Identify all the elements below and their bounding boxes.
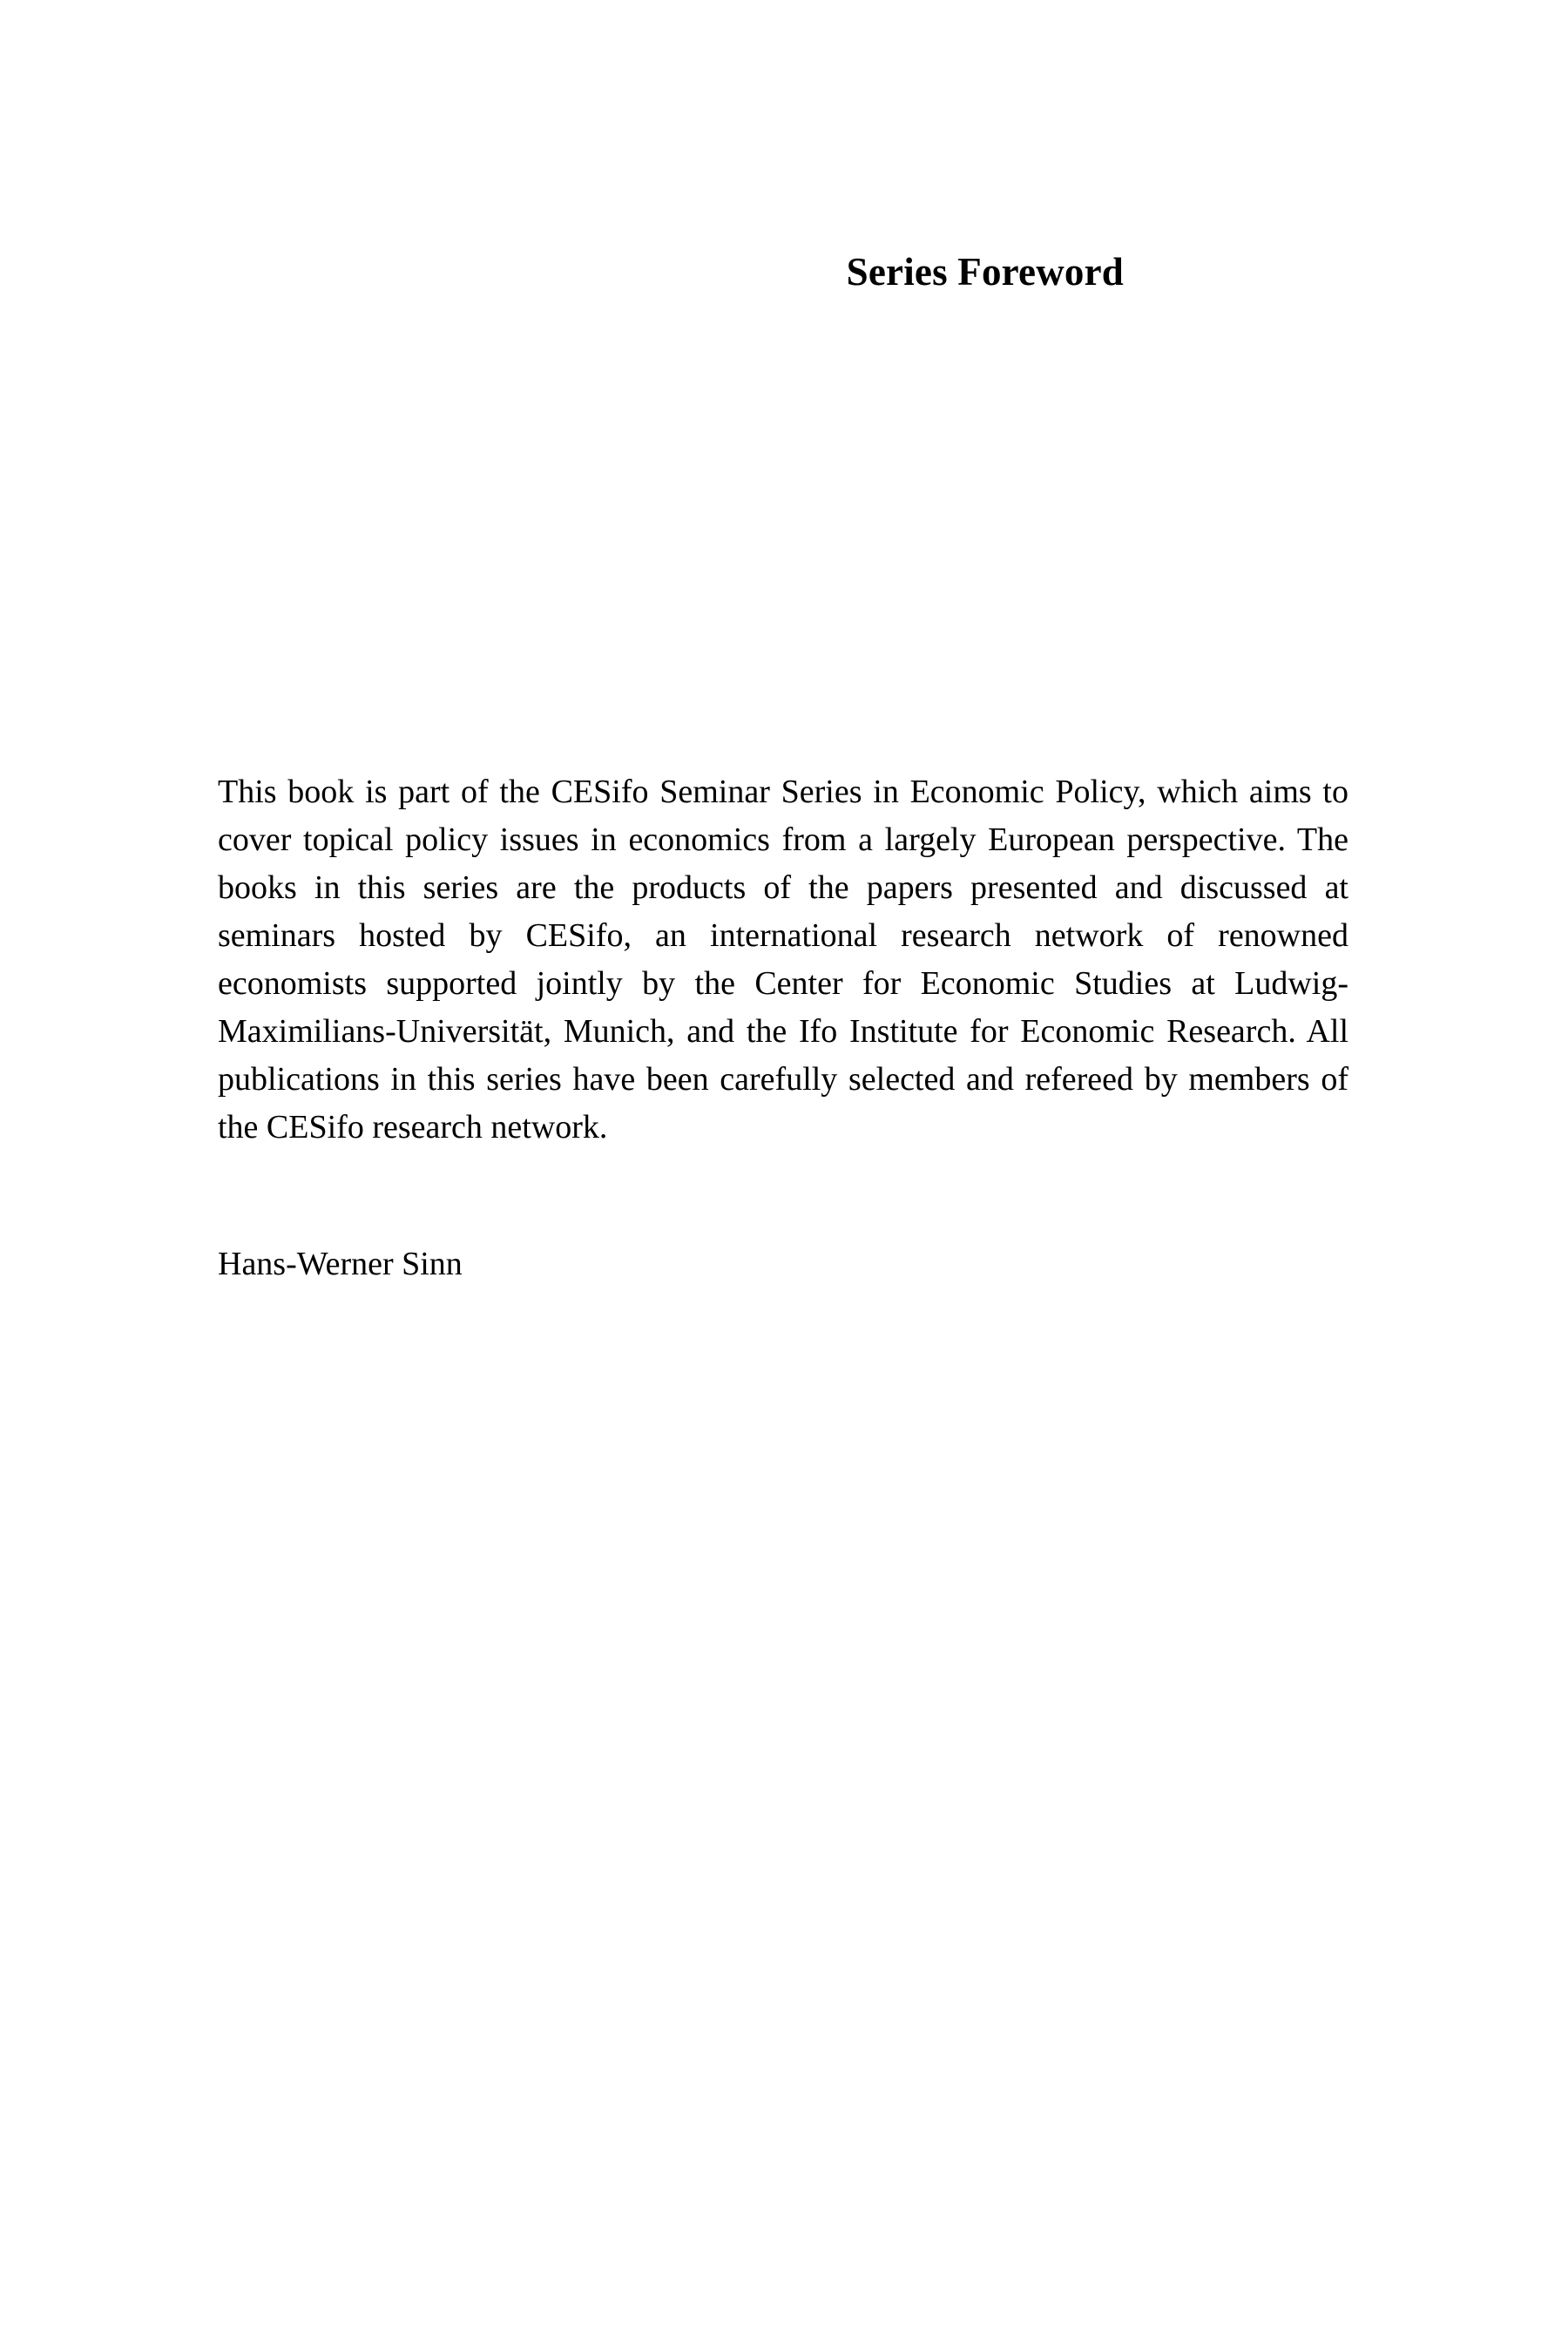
- author-signature: Hans-Werner Sinn: [218, 1246, 463, 1282]
- foreword-paragraph: This book is part of the CESifo Seminar Series in Economic Policy, which aims to cover topical policy issues in economics from a largely European perspective. The books in this series are the products of the papers presented and discussed at seminars hosted by CESifo, an international research network of renowned economists supported jointly by the Center for Economic Studies at Ludwig-Maximilians-Universität, Munich, and the Ifo Institute for Economic Research. All publications in this series have been carefully selected and refereed by members of the CESifo research network.: [218, 774, 1348, 1146]
- page-title: Series Foreword: [846, 250, 1124, 294]
